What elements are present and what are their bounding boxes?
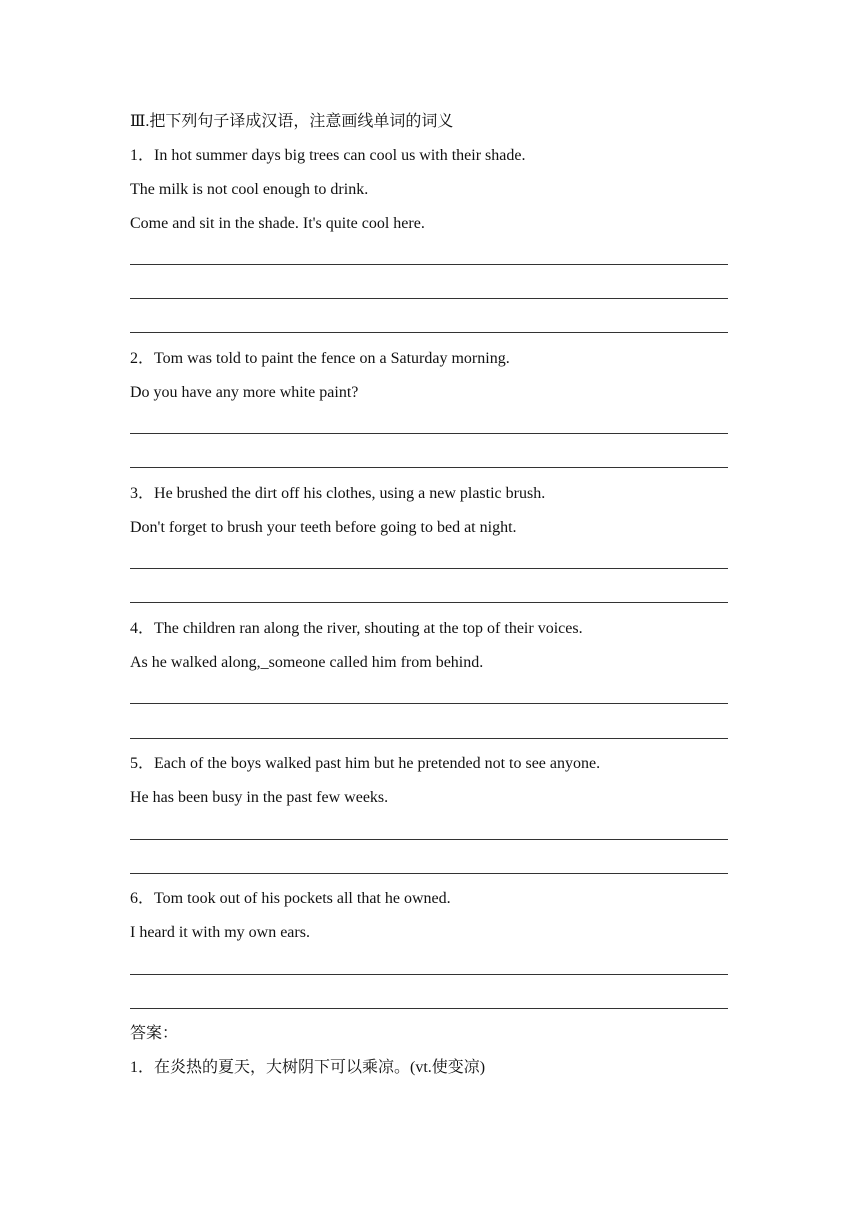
question-1-sentence-2: The milk is not cool enough to drink. bbox=[130, 181, 369, 198]
answer-blank-line bbox=[130, 264, 728, 265]
answer-blank-line bbox=[130, 298, 728, 299]
answer-blank-line bbox=[130, 433, 728, 434]
answer-blank-line bbox=[130, 738, 728, 739]
question-number: 3． bbox=[130, 485, 155, 502]
answer-blank-line bbox=[130, 602, 728, 603]
question-5-sentence-1: 5．Each of the boys walked past him but he pretended not to see anyone. bbox=[130, 755, 601, 772]
answer-blank-line bbox=[130, 332, 728, 333]
question-2-sentence-2: Do you have any more white paint? bbox=[130, 384, 359, 401]
section-title: Ⅲ.把下列句子译成汉语，注意画线单词的词义 bbox=[130, 113, 454, 130]
question-number: 4． bbox=[130, 620, 155, 637]
answer-blank-line bbox=[130, 839, 728, 840]
question-number: 1． bbox=[130, 147, 155, 164]
question-number: 5． bbox=[130, 755, 155, 772]
answer-number: 1． bbox=[130, 1059, 155, 1076]
answer-blank-line bbox=[130, 1008, 728, 1009]
question-4-sentence-2: As he walked along,_someone called him from behind. bbox=[130, 654, 484, 671]
question-1-sentence-3: Come and sit in the shade. It's quite cool here. bbox=[130, 215, 425, 232]
answer-blank-line bbox=[130, 974, 728, 975]
question-6-sentence-1: 6．Tom took out of his pockets all that he owned. bbox=[130, 890, 451, 907]
answer-1: 1．在炎热的夏天，大树阴下可以乘凉。(vt.使变凉) bbox=[130, 1059, 486, 1076]
question-3-sentence-2: Don't forget to brush your teeth before going to bed at night. bbox=[130, 519, 517, 536]
answer-blank-line bbox=[130, 568, 728, 569]
answer-label: 答案： bbox=[130, 1025, 179, 1042]
answer-blank-line bbox=[130, 467, 728, 468]
question-6-sentence-2: I heard it with my own ears. bbox=[130, 924, 310, 941]
question-number: 6． bbox=[130, 890, 155, 907]
question-5-sentence-2: He has been busy in the past few weeks. bbox=[130, 789, 389, 806]
answer-blank-line bbox=[130, 703, 728, 704]
question-4-sentence-1: 4．The children ran along the river, shouting at the top of their voices. bbox=[130, 620, 583, 637]
question-number: 2． bbox=[130, 350, 155, 367]
question-1-sentence-1: 1．In hot summer days big trees can cool us with their shade. bbox=[130, 147, 526, 164]
question-3-sentence-1: 3．He brushed the dirt off his clothes, using a new plastic brush. bbox=[130, 485, 546, 502]
answer-blank-line bbox=[130, 873, 728, 874]
question-2-sentence-1: 2．Tom was told to paint the fence on a Saturday morning. bbox=[130, 350, 510, 367]
